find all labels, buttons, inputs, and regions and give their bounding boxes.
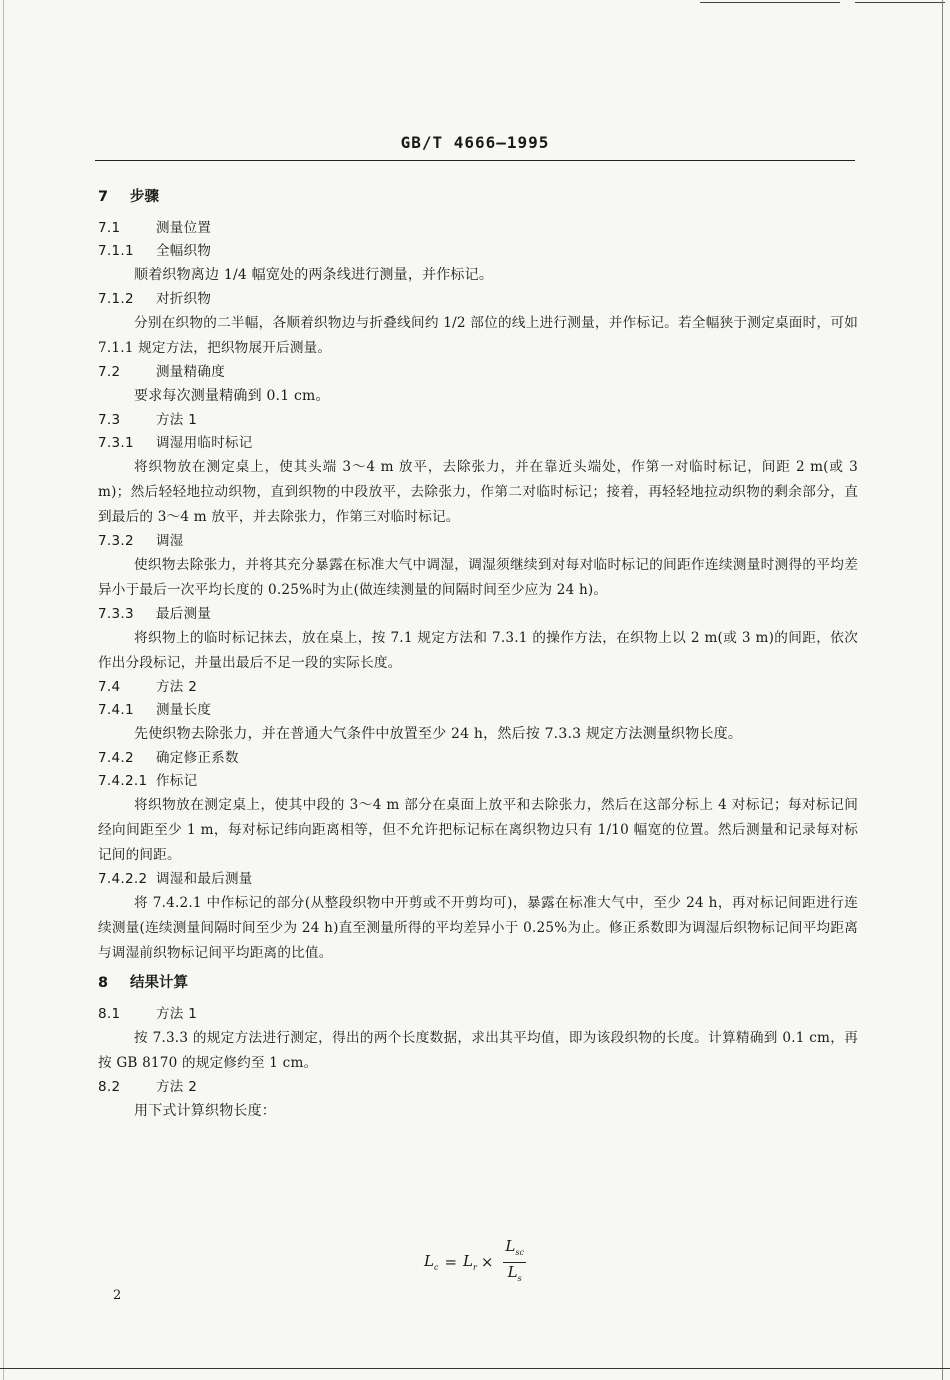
document-body bbox=[98, 186, 858, 1124]
scan-artifact-top bbox=[0, 0, 950, 8]
heading-number: 7.3.2 bbox=[98, 533, 134, 549]
heading-title: 方法 2 bbox=[156, 679, 198, 695]
heading-title: 测量位置 bbox=[156, 220, 212, 236]
heading-number: 7.4 bbox=[98, 679, 121, 695]
subsection-heading bbox=[98, 288, 858, 311]
body-paragraph: 将织物放在测定桌上，使其头端 3～4 m 放平，去除张力，并在靠近头端处，作第一对临时标记，间距 2 m(或 3 m)；然后轻轻地拉动织物，直到织物的中段放平，去除张力，作第二对临时标记；接着，再轻轻地拉动织物的剩余部分，直到最后的 3～4 m 放平，并去除张力，作第三对临时标记。 bbox=[98, 459, 858, 525]
formula-times: × bbox=[480, 1253, 494, 1271]
body-paragraph: 顺着织物离边 1/4 幅宽处的两条线进行测量，并作标记。 bbox=[134, 267, 494, 283]
formula-equals: = bbox=[444, 1253, 458, 1271]
body-paragraph: 要求每次测量精确到 0.1 cm。 bbox=[134, 388, 330, 404]
body-paragraph: 分别在织物的二半幅，各顺着织物边与折叠线间约 1/2 部位的线上进行测量，并作标记。若全幅狭于测定桌面时，可如 7.1.1 规定方法，把织物展开后测量。 bbox=[98, 315, 858, 356]
page-number: 2 bbox=[113, 1288, 122, 1303]
formula-fraction bbox=[503, 1238, 526, 1287]
formula-lhs: $L_c$ bbox=[424, 1252, 439, 1272]
scan-edge-right bbox=[942, 0, 943, 1380]
heading-number: 7.4.2.1 bbox=[98, 773, 148, 789]
body-paragraph: 用下式计算织物长度： bbox=[134, 1103, 276, 1119]
body-paragraph: 将织物放在测定桌上，使其中段的 3～4 m 部分在桌面上放平和去除张力，然后在这部分标上 4 对标记；每对标记间经向间距至少 1 m，每对标记纬向距离相等，但不允许把标记标在离织物边只有 1/10 幅宽的位置。然后测量和记录每对标记间的间距。 bbox=[98, 797, 858, 863]
subsection-heading bbox=[98, 603, 858, 626]
heading-title: 调湿 bbox=[156, 533, 184, 549]
heading-title: 测量精确度 bbox=[156, 364, 225, 380]
heading-number: 7.4.2.2 bbox=[98, 871, 148, 887]
length-formula bbox=[424, 1236, 526, 1283]
subsection-heading bbox=[98, 240, 858, 263]
subsection-heading bbox=[98, 1003, 858, 1026]
heading-title: 全幅织物 bbox=[156, 243, 212, 259]
heading-title: 对折织物 bbox=[156, 291, 212, 307]
heading-number: 7.4.2 bbox=[98, 750, 134, 766]
heading-number: 7.4.1 bbox=[98, 702, 134, 718]
subsection-heading bbox=[98, 699, 858, 722]
subsection-heading bbox=[98, 1076, 858, 1099]
heading-number: 8.2 bbox=[98, 1079, 121, 1095]
heading-title: 方法 1 bbox=[156, 412, 198, 428]
heading-title: 确定修正系数 bbox=[156, 750, 239, 766]
formula-denominator: $L_s$ bbox=[507, 1262, 522, 1283]
section-heading bbox=[98, 972, 858, 995]
heading-number: 7 bbox=[98, 189, 109, 205]
formula-numerator: $L_{sc}$ bbox=[503, 1238, 526, 1263]
heading-number: 7.3.1 bbox=[98, 435, 134, 451]
subsection-heading bbox=[98, 361, 858, 384]
heading-title: 作标记 bbox=[156, 773, 198, 789]
heading-title: 方法 2 bbox=[156, 1079, 198, 1095]
subsection-heading bbox=[98, 747, 858, 770]
subsection-heading bbox=[98, 530, 858, 553]
body-paragraph: 使织物去除张力，并将其充分暴露在标准大气中调湿，调湿须继续到对每对临时标记的间距作连续测量时测得的平均差异小于最后一次平均长度的 0.25%时为止(做连续测量的间隔时间至少应为 24 h)。 bbox=[98, 557, 858, 598]
formula-factor: $L_r$ bbox=[463, 1252, 477, 1272]
heading-title: 调湿和最后测量 bbox=[156, 871, 253, 887]
heading-number: 7.1 bbox=[98, 220, 121, 236]
body-paragraph: 先使织物去除张力，并在普通大气条件中放置至少 24 h，然后按 7.3.3 规定方法测量织物长度。 bbox=[134, 726, 743, 742]
heading-title: 测量长度 bbox=[156, 702, 212, 718]
heading-number: 7.3 bbox=[98, 412, 121, 428]
heading-number: 7.1.2 bbox=[98, 291, 134, 307]
heading-number: 7.1.1 bbox=[98, 243, 134, 259]
heading-number: 8 bbox=[98, 975, 109, 991]
subsection-heading bbox=[98, 217, 858, 240]
heading-title: 步骤 bbox=[130, 189, 159, 205]
body-paragraph: 按 7.3.3 的规定方法进行测定，得出的两个长度数据，求出其平均值，即为该段织物的长度。计算精确到 0.1 cm，再按 GB 8170 的规定修约至 1 cm。 bbox=[98, 1030, 858, 1071]
scan-bottom-line bbox=[0, 1368, 950, 1369]
subsection-heading bbox=[98, 409, 858, 432]
section-heading bbox=[98, 186, 858, 209]
header-rule bbox=[95, 160, 855, 161]
heading-title: 最后测量 bbox=[156, 606, 212, 622]
heading-title: 结果计算 bbox=[130, 975, 188, 991]
page-header: GB/T 4666—1995 bbox=[400, 133, 550, 152]
heading-number: 8.1 bbox=[98, 1006, 121, 1022]
heading-title: 方法 1 bbox=[156, 1006, 198, 1022]
scan-edge-left bbox=[3, 0, 4, 1380]
subsection-heading bbox=[98, 676, 858, 699]
subsection-heading bbox=[98, 770, 858, 793]
body-paragraph: 将织物上的临时标记抹去，放在桌上，按 7.1 规定方法和 7.3.1 的操作方法，在织物上以 2 m(或 3 m)的间距，依次作出分段标记，并量出最后不足一段的实际长度。 bbox=[98, 630, 858, 671]
subsection-heading bbox=[98, 432, 858, 455]
subsection-heading bbox=[98, 868, 858, 891]
heading-number: 7.3.3 bbox=[98, 606, 134, 622]
heading-number: 7.2 bbox=[98, 364, 121, 380]
body-paragraph: 将 7.4.2.1 中作标记的部分(从整段织物中开剪或不开剪均可)，暴露在标准大气中，至少 24 h，再对标记间距进行连续测量(连续测量间隔时间至少为 24 h)直至测量所得的平均差异小于 0.25%为止。修正系数即为调湿后织物标记间平均距离与调湿前织物标记间平均距离的比值。 bbox=[98, 895, 858, 961]
heading-title: 调湿用临时标记 bbox=[156, 435, 253, 451]
